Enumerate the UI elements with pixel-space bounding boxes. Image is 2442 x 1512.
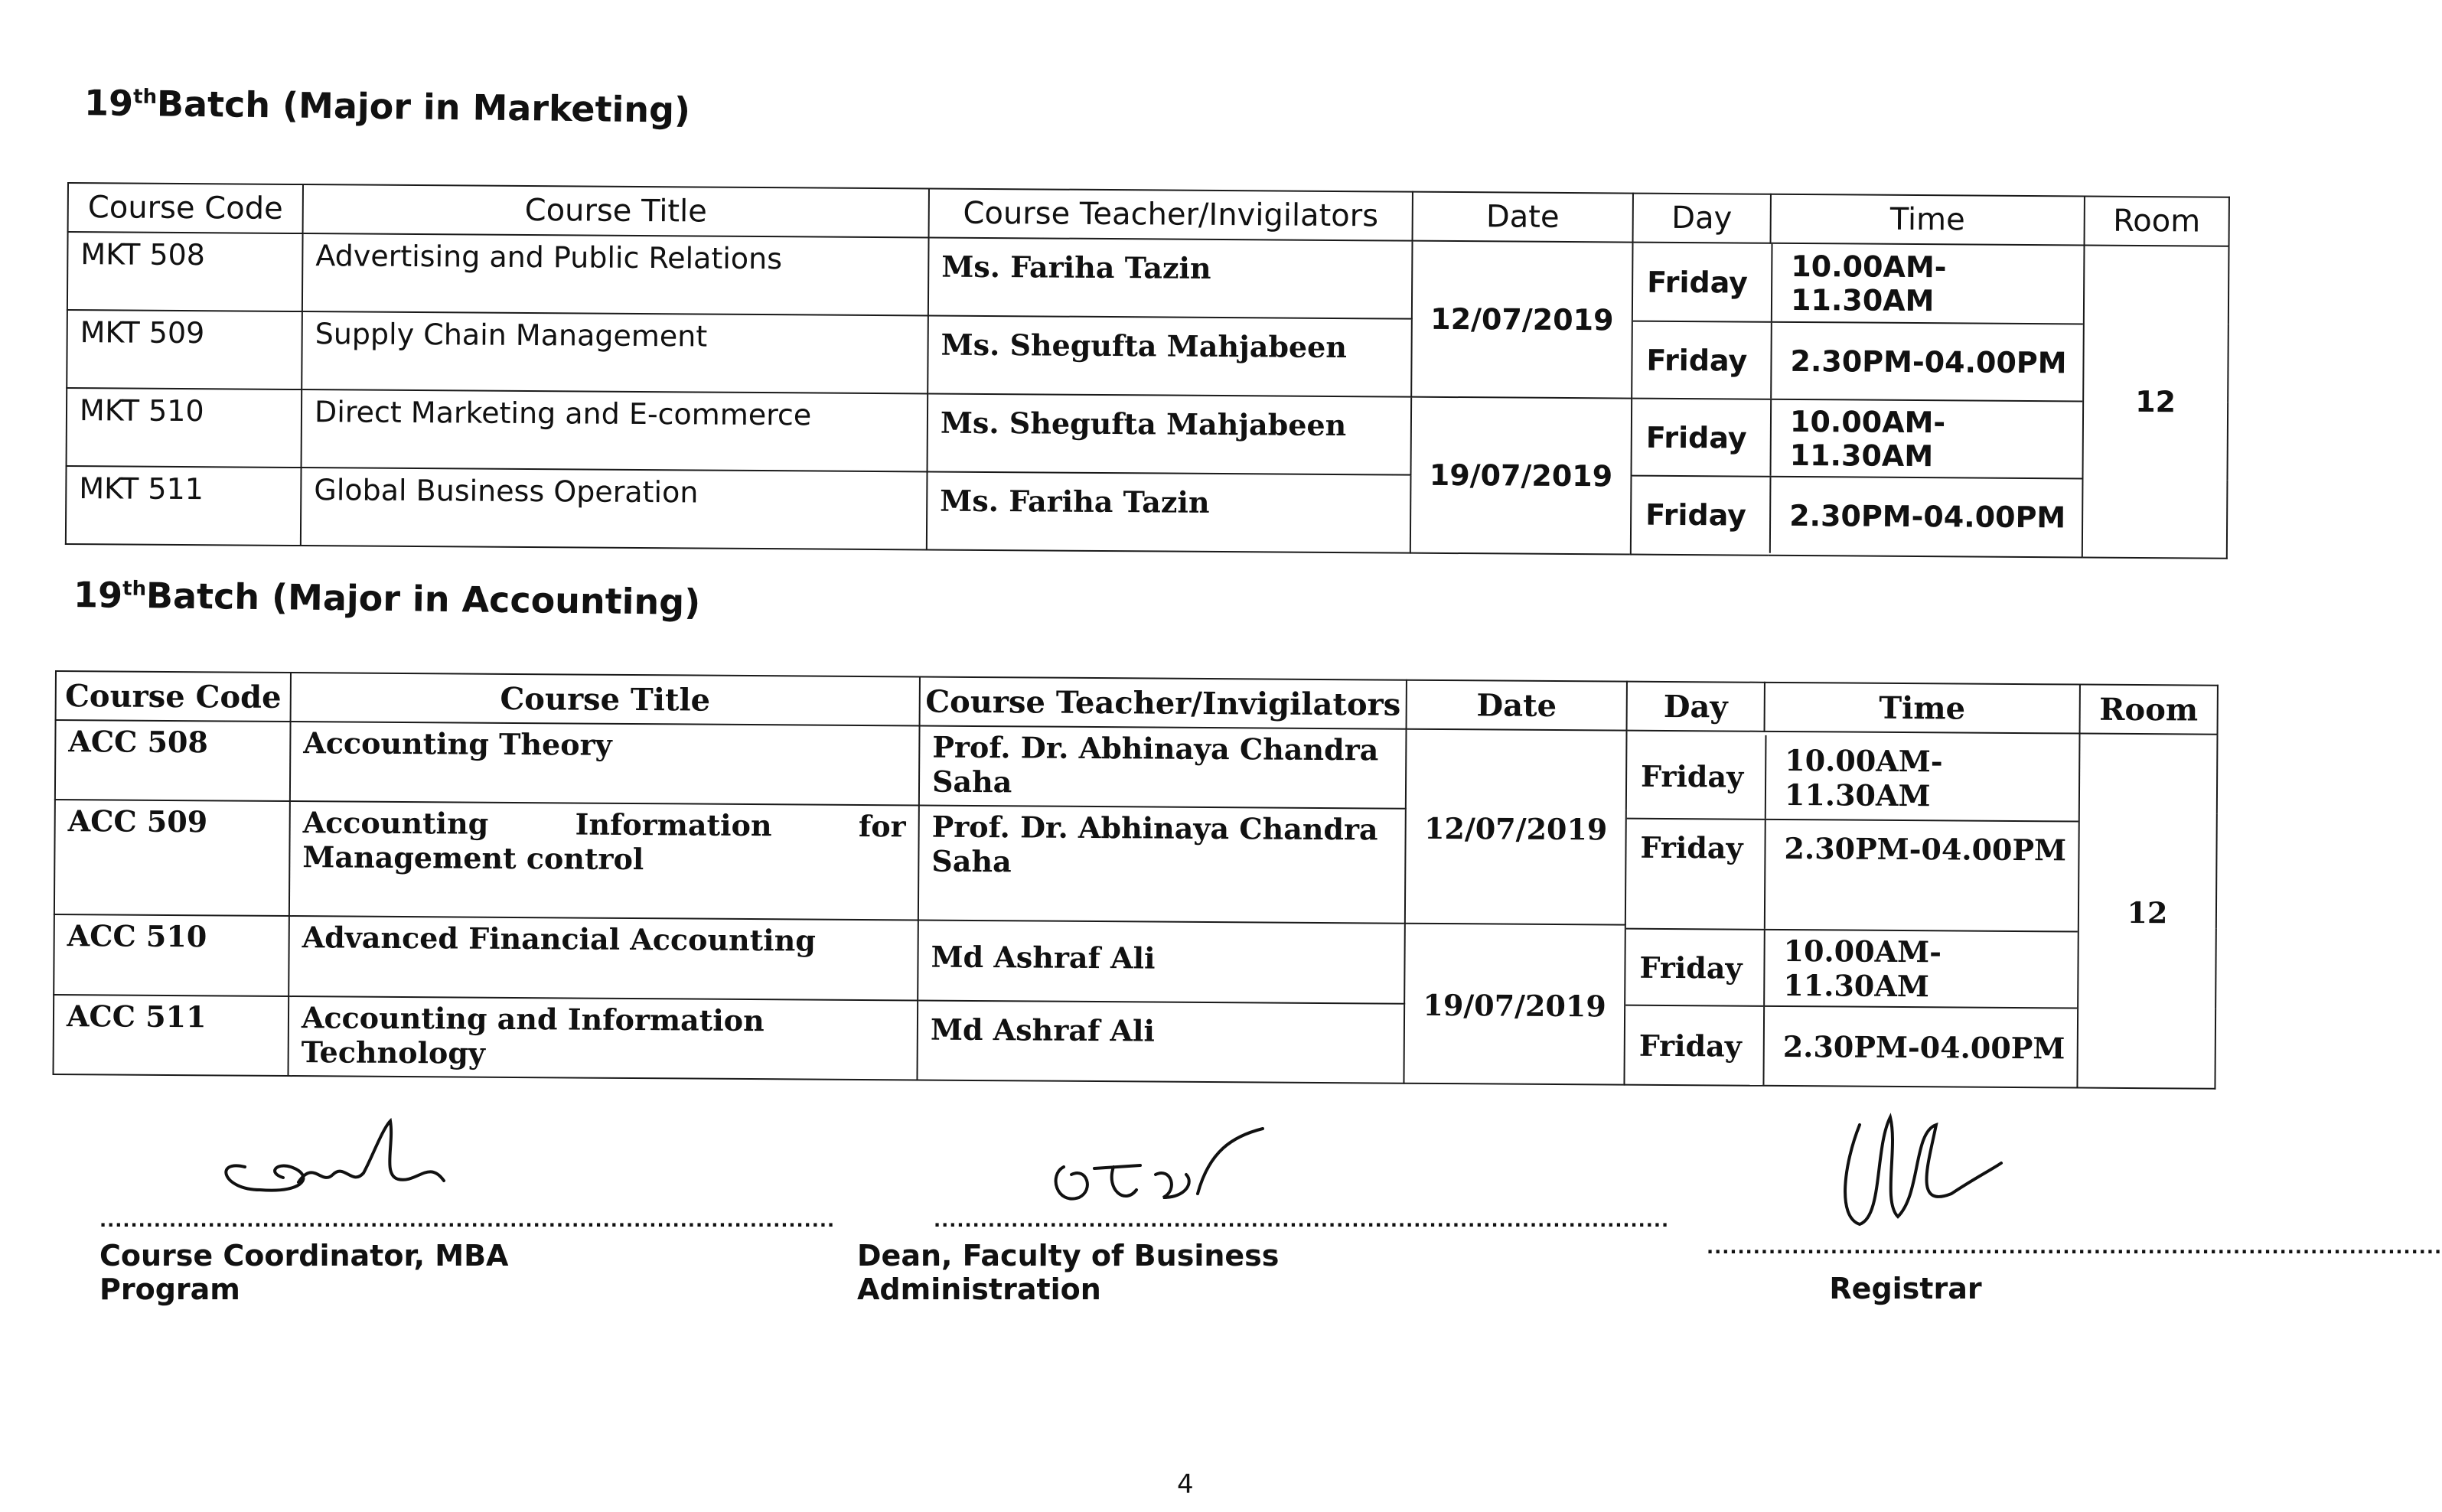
column-header-date: Date bbox=[1407, 680, 1627, 731]
teacher-line: Saha bbox=[931, 764, 1012, 800]
day-cell: Friday bbox=[1639, 950, 1743, 986]
column-header-time: Time bbox=[1771, 194, 2085, 246]
column-header-date: Date bbox=[1413, 192, 1633, 243]
course-title-word: Accounting bbox=[302, 805, 489, 841]
day-time-row bbox=[1633, 243, 2084, 324]
teacher-cell: Md Ashraf Ali bbox=[918, 920, 1405, 1003]
day-cell: Friday bbox=[1645, 420, 1747, 455]
date-cell: 12/07/2019 bbox=[1405, 729, 1627, 925]
column-header-teacher: Course Teacher/Invigilators bbox=[920, 676, 1407, 728]
column-header-day: Day bbox=[1633, 194, 1771, 243]
dean-signature-block bbox=[857, 1121, 1670, 1306]
time-cell: 2.30PM-04.00PM bbox=[1762, 1007, 2077, 1087]
day-cell: Friday bbox=[1638, 1028, 1742, 1064]
teacher-cell: Ms. Fariha Tazin bbox=[928, 237, 1413, 318]
course-code-cell: ACC 511 bbox=[53, 995, 289, 1076]
table-row bbox=[67, 232, 2229, 324]
day-time-row bbox=[1626, 818, 2078, 931]
course-title-cell: Direct Marketing and E-commerce bbox=[302, 389, 928, 471]
table-row bbox=[55, 720, 2218, 814]
column-header-course-code: Course Code bbox=[56, 671, 291, 722]
course-title-line: Management control bbox=[302, 839, 644, 877]
handwritten-signature bbox=[1806, 1102, 2005, 1240]
day-time-row bbox=[1625, 1005, 2077, 1087]
teacher-cell bbox=[919, 725, 1407, 808]
date-cell: 19/07/2019 bbox=[1404, 924, 1625, 1085]
teacher-cell: Md Ashraf Ali bbox=[917, 1000, 1404, 1083]
course-title-cell: Advertising and Public Relations bbox=[302, 233, 929, 315]
signature-dotted-line: ............................................................................................... bbox=[934, 1210, 1670, 1231]
course-code-cell: ACC 510 bbox=[54, 914, 289, 996]
accounting-schedule-table bbox=[52, 670, 2218, 1090]
time-cell: 10.00AM-11.30AM bbox=[1765, 735, 2079, 821]
coordinator-signature-block bbox=[99, 1113, 836, 1306]
room-cell: 12 bbox=[2077, 734, 2217, 1089]
day-cell: Friday bbox=[1640, 758, 1744, 794]
date-cell: 12/07/2019 bbox=[1411, 241, 1632, 399]
course-title-cell: Accounting and Information Technology bbox=[288, 996, 918, 1080]
column-header-course-code: Course Code bbox=[68, 183, 303, 233]
day-cell: Friday bbox=[1645, 497, 1747, 533]
column-header-room: Room bbox=[2080, 685, 2218, 735]
column-header-room: Room bbox=[2085, 196, 2229, 246]
course-code-cell: MKT 509 bbox=[67, 310, 302, 389]
signature-dotted-line: ............................................................................................... bbox=[1707, 1237, 2442, 1258]
registrar-signature-block bbox=[1707, 1102, 2442, 1305]
course-title-cell: Global Business Operation bbox=[301, 468, 928, 549]
column-header-day: Day bbox=[1627, 682, 1765, 732]
room-cell: 12 bbox=[2082, 245, 2229, 558]
handwritten-signature bbox=[1041, 1121, 1270, 1213]
course-title-word: for bbox=[858, 808, 906, 844]
column-header-time: Time bbox=[1765, 683, 2080, 734]
course-title-word: Information bbox=[575, 807, 772, 843]
teacher-cell: Ms. Fariha Tazin bbox=[927, 471, 1411, 552]
day-cell: Friday bbox=[1647, 265, 1749, 300]
day-time-row bbox=[1632, 475, 2082, 556]
accounting-heading: 19thBatch (Major in Accounting) bbox=[73, 573, 701, 624]
day-cell: Friday bbox=[1646, 343, 1748, 378]
day-time-block bbox=[1624, 731, 2079, 1088]
time-cell: 2.30PM-04.00PM bbox=[1764, 820, 2078, 931]
day-time-block bbox=[1631, 243, 2085, 558]
coordinator-title: Course Coordinator, MBA Program bbox=[99, 1239, 509, 1306]
course-code-cell: MKT 508 bbox=[67, 232, 303, 311]
course-title-cell bbox=[289, 801, 919, 920]
teacher-line: Saha bbox=[931, 843, 1012, 879]
day-time-row bbox=[1632, 321, 2083, 401]
teacher-cell bbox=[918, 805, 1406, 923]
teacher-line: Prof. Dr. Abhinaya Chandra bbox=[932, 729, 1379, 767]
day-cell: Friday bbox=[1640, 829, 1743, 865]
day-time-row bbox=[1627, 735, 2079, 821]
teacher-line: Prof. Dr. Abhinaya Chandra bbox=[931, 809, 1378, 847]
time-cell: 10.00AM-11.30AM bbox=[1763, 930, 2078, 1008]
teacher-cell: Ms. Shegufta Mahjabeen bbox=[928, 393, 1412, 474]
time-cell: 2.30PM-04.00PM bbox=[1769, 477, 2082, 556]
page-number: 4 bbox=[1177, 1469, 1194, 1500]
date-cell: 19/07/2019 bbox=[1410, 397, 1632, 555]
marketing-schedule-table bbox=[65, 182, 2230, 559]
teacher-cell: Ms. Shegufta Mahjabeen bbox=[928, 315, 1412, 396]
course-title-cell: Accounting Theory bbox=[290, 722, 920, 805]
signature-dotted-line: ............................................................................................... bbox=[99, 1210, 836, 1231]
day-time-row bbox=[1632, 398, 2083, 478]
marketing-heading: 19thBatch (Major in Marketing) bbox=[83, 82, 691, 131]
column-header-course-title: Course Title bbox=[291, 673, 920, 725]
course-title-cell: Advanced Financial Accounting bbox=[289, 916, 918, 1000]
dean-title: Dean, Faculty of Business Administration bbox=[857, 1239, 1280, 1306]
handwritten-signature bbox=[199, 1113, 520, 1213]
course-title-line bbox=[303, 805, 906, 843]
course-code-cell: MKT 511 bbox=[66, 466, 302, 546]
course-code-cell: MKT 510 bbox=[67, 388, 302, 468]
registrar-title: Registrar bbox=[1829, 1272, 1982, 1305]
course-title-cell: Supply Chain Management bbox=[302, 311, 928, 393]
time-cell: 10.00AM-11.30AM bbox=[1771, 244, 2084, 324]
day-time-row bbox=[1625, 928, 2078, 1008]
course-code-cell: ACC 508 bbox=[55, 720, 291, 801]
time-cell: 2.30PM-04.00PM bbox=[1770, 323, 2083, 401]
column-header-teacher: Course Teacher/Invigilators bbox=[929, 188, 1413, 240]
column-header-course-title: Course Title bbox=[303, 184, 929, 237]
course-code-cell: ACC 509 bbox=[54, 800, 290, 916]
time-cell: 10.00AM-11.30AM bbox=[1770, 400, 2083, 478]
